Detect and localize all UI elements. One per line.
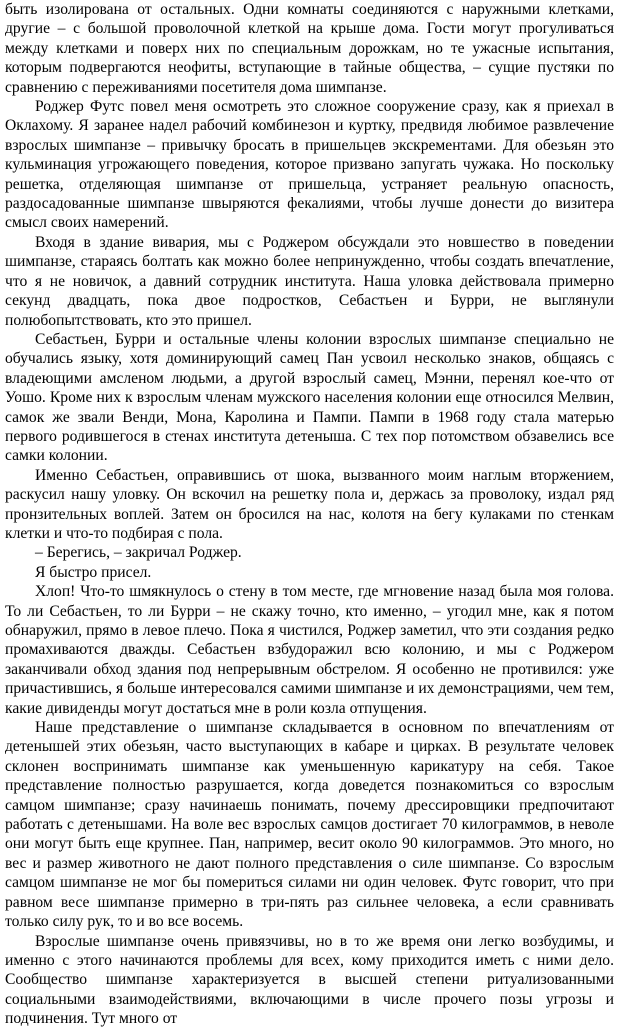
paragraph: Входя в здание вивария, мы с Роджером обсуждали это новшество в поведении шимпанзе, стараясь болтать как можно более непринужденно, чтобы создать впечатление, что я не новичок, а давний сотрудник института. Наша уловка действовала примерно секунд двадцать, пока двое подростков, Себастьен и Бурри, не выглянули полюбопытствовать, кто это пришел. xyxy=(5,233,614,329)
dialogue-line: – Берегись, – закричал Роджер. xyxy=(35,544,242,562)
paragraph: Взрослые шимпанзе очень привязчивы, но в то же время они легко возбудимы, и именно с этого начинаются проблемы для всех, кому приходится иметь с ними дело. Сообщество шимпанзе характеризуется в высшей степени ритуализованными социальными взаимодействиями, включающими в числе прочего позы угрозы и подчинения. Тут много от xyxy=(5,932,614,1028)
paragraph-continuation: быть изолирована от остальных. Одни комнаты соединяются с наружными клетками, другие – с большой проволочной клеткой на крыше дома. Гости могут прогуливаться между клетками и поверх них по специальным дорожкам, но те ужасные испытания, которым подвергаются неофиты, вступающие в тайные общества, – сущие пустяки по сравнению с переживаниями посетителя дома шимпанзе. xyxy=(5,1,614,96)
paragraph: Именно Себастьен, оправившись от шока, вызванного моим наглым вторжением, раскусил нашу уловку. Он вскочил на решетку пола и, держась за проволоку, издал ряд пронзительных воплей. Затем он бросился на нас, колотя на бегу кулаками по стенкам клетки и что-то подбирая с пола. xyxy=(5,466,614,542)
paragraph: Я быстро присел. xyxy=(35,563,152,581)
paragraph: Наше представление о шимпанзе складывается в основном по впечатлениям от детенышей этих обезьян, часто выступающих в кабаре и цирках. В результате человек склонен воспринимать шимпанзе как уменьшенную карикатуру на себя. Такое представление полностью разрушается, когда доведется познакомиться со взрослым самцом шимпанзе; сразу начинаешь понимать, почему дрессировщики предпочитают работать с детенышами. На воле вес взрослых самцов достигает 70 килограммов, в неволе они могут быть еще крупнее. Пан, например, весит около 90 килограммов. Это много, но вес и размер животного не дают полного представления о силе шимпанзе. Со взрослым самцом шимпанзе не мог бы помериться силами ни один человек. Футс говорит, что при равном весе шимпанзе примерно в три-пять раз сильнее человека, а если сравнивать только силу рук, то и во все восемь. xyxy=(5,719,614,931)
document-page xyxy=(5,0,614,1029)
paragraph: Хлоп! Что-то шмякнулось о стену в том месте, где мгновение назад была моя голова. То ли Себастьен, то ли Бурри – не скажу точно, кто именно, – угодил мне, как я потом обнаружил, прямо в левое плечо. Пока я чистился, Роджер заметил, что эти создания редко промахиваются дважды. Себастьен взбудоражил всю колонию, и мы с Роджером заканчивали обход здания под непрерывным обстрелом. Я особенно не противился: уже причастившись, я больше интересовался самими шимпанзе и их демонстрациями, чем тем, какие дивиденды могут достаться мне в роли козла отпущения. xyxy=(5,583,614,717)
paragraph: Роджер Футс повел меня осмотреть это сложное сооружение сразу, как я приехал в Оклахому. Я заранее надел рабочий комбинезон и куртку, предвидя любимое развлечение взрослых шимпанзе – привычку бросать в пришельцев экскрементами. Для обезьян это кульминация угрожающего поведения, которое призвано запугать чужака. Но поскольку решетка, отделяющая шимпанзе от пришельца, устраняет реальную опасность, раздосадованные шимпанзе швыряются фекалиями, чтобы лучше донести до визитера смысл своих намерений. xyxy=(5,98,614,232)
paragraph: Себастьен, Бурри и остальные члены колонии взрослых шимпанзе специально не обучались языку, хотя доминирующий самец Пан усвоил несколько знаков, общаясь с владеющими амсленом людьми, а другой взрослый самец, Мэнни, перенял кое-что от Уошо. Кроме них к взрослым членам мужского населения колонии еще относился Мелвин, самок же звали Венди, Мона, Каролина и Пампи. Пампи в 1968 году стала матерью первого родившегося в стенах института детеныша. С тех пор потомством обзавелись все самки колонии. xyxy=(5,330,614,465)
